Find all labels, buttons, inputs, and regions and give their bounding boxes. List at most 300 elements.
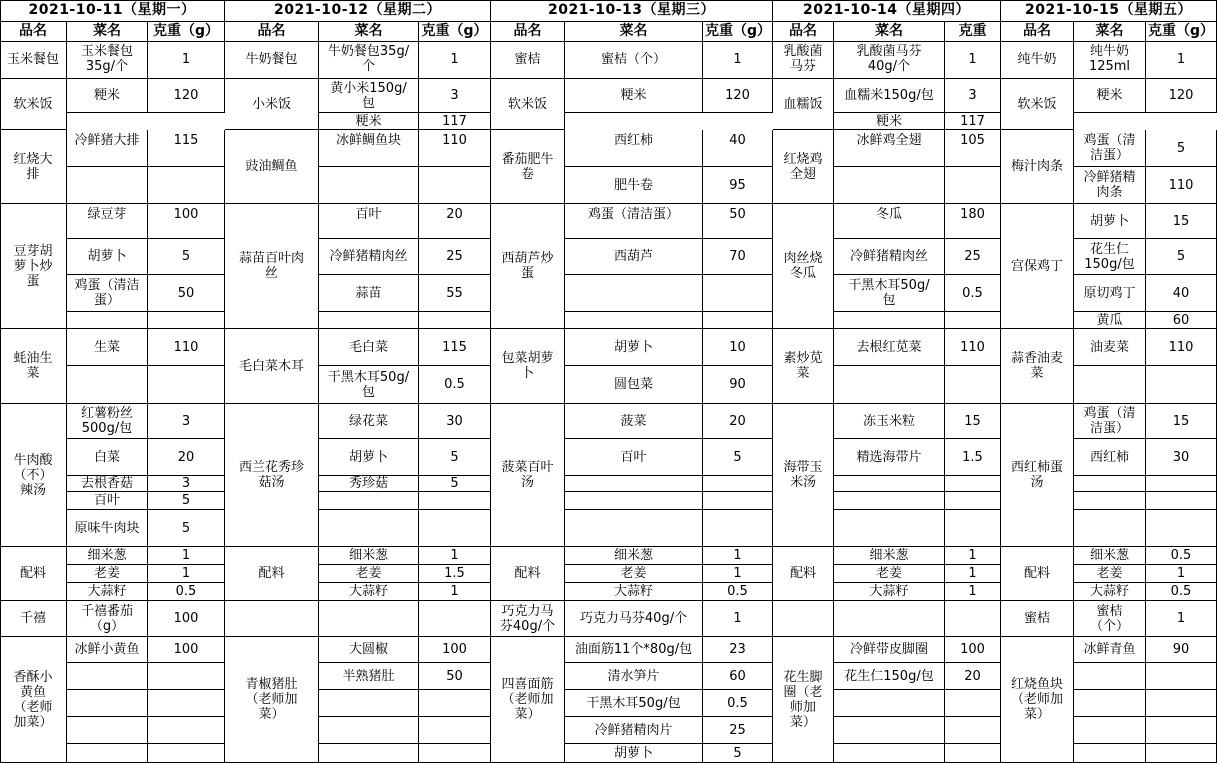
- ingredient-weight: [703, 510, 773, 547]
- ingredient-weight: 1: [419, 40, 491, 79]
- ingredient-weight: 5: [419, 476, 491, 492]
- dish-name: 花生脚 圈（老 师加 菜）: [773, 637, 834, 763]
- column-header: 克重（g）: [1146, 22, 1217, 42]
- ingredient-name: 蜜桔（个）: [565, 40, 703, 79]
- ingredient-weight: [945, 492, 1001, 510]
- ingredient-name: [834, 717, 945, 744]
- ingredient-name: 粳米: [565, 79, 703, 113]
- ingredient-name: [565, 476, 703, 492]
- ingredient-weight: 50: [703, 204, 773, 239]
- dish-name: 红烧鱼块 （老师加 菜）: [1001, 637, 1074, 763]
- ingredient-weight: [945, 312, 1001, 329]
- ingredient-weight: 3: [419, 79, 491, 113]
- ingredient-weight: 1: [945, 547, 1001, 565]
- ingredient-weight: 5: [703, 744, 773, 763]
- ingredient-weight: [703, 275, 773, 312]
- ingredient-weight: [945, 601, 1001, 637]
- ingredient-name: 冷鲜带皮脚圈: [834, 637, 945, 663]
- ingredient-weight: 110: [419, 130, 491, 167]
- column-header: 克重: [945, 22, 1001, 42]
- ingredient-weight: 30: [419, 404, 491, 439]
- ingredient-weight: [1146, 476, 1217, 492]
- day-date-header: 2021-10-12（星期二）: [225, 0, 491, 22]
- ingredient-name: 去根红苋菜: [834, 329, 945, 366]
- ingredient-name: 玉米餐包 35g/个: [67, 40, 148, 79]
- ingredient-weight: 15: [945, 404, 1001, 439]
- ingredient-weight: 1: [703, 601, 773, 637]
- ingredient-name: 清水笋片: [565, 663, 703, 690]
- ingredient-weight: [945, 476, 1001, 492]
- ingredient-weight: [148, 717, 225, 744]
- ingredient-weight: 25: [945, 239, 1001, 275]
- ingredient-weight: 5: [148, 239, 225, 275]
- ingredient-name: [1074, 492, 1146, 510]
- ingredient-name: [67, 690, 148, 717]
- dish-name: 配料: [1001, 547, 1074, 601]
- ingredient-weight: 115: [148, 130, 225, 167]
- ingredient-weight: 1: [703, 547, 773, 565]
- ingredient-weight: 1.5: [419, 565, 491, 583]
- ingredient-name: [319, 601, 419, 637]
- ingredient-name: 胡萝卜: [1074, 204, 1146, 239]
- ingredient-weight: 20: [419, 204, 491, 239]
- ingredient-name: 鸡蛋（清 洁蛋）: [1074, 130, 1146, 167]
- ingredient-name: 冷鲜猪精肉丝: [319, 239, 419, 275]
- ingredient-weight: 20: [703, 404, 773, 439]
- ingredient-name: 大蒜籽: [834, 583, 945, 601]
- dish-name: 宫保鸡丁: [1001, 204, 1074, 329]
- dish-name: 西红柿蛋 汤: [1001, 404, 1074, 547]
- ingredient-weight: 0.5: [1146, 547, 1217, 565]
- ingredient-name: [319, 717, 419, 744]
- ingredient-weight: 1.5: [945, 439, 1001, 476]
- ingredient-name: 鸡蛋（清洁 蛋）: [67, 275, 148, 312]
- ingredient-weight: 3: [945, 79, 1001, 113]
- dish-name: 蒜苗百叶肉 丝: [225, 204, 319, 329]
- ingredient-name: 鸡蛋（清 洁蛋）: [1074, 404, 1146, 439]
- ingredient-name: 肥牛卷: [565, 167, 703, 204]
- column-header: 克重（g）: [419, 22, 491, 42]
- ingredient-name: 秀珍菇: [319, 476, 419, 492]
- ingredient-weight: 1: [148, 565, 225, 583]
- ingredient-weight: 1: [419, 583, 491, 601]
- ingredient-name: [319, 744, 419, 763]
- ingredient-weight: [945, 366, 1001, 404]
- column-header: 克重（g）: [148, 22, 225, 42]
- ingredient-name: [319, 492, 419, 510]
- ingredient-weight: 120: [1146, 79, 1217, 113]
- ingredient-name: 细米葱: [67, 547, 148, 565]
- ingredient-weight: 50: [419, 663, 491, 690]
- ingredient-name: [565, 492, 703, 510]
- ingredient-name: [1074, 476, 1146, 492]
- ingredient-weight: 100: [945, 637, 1001, 663]
- ingredient-name: 原味牛肉块: [67, 510, 148, 547]
- ingredient-name: 纯牛奶 125ml: [1074, 40, 1146, 79]
- dish-name: 千禧: [0, 601, 67, 637]
- ingredient-weight: 117: [419, 113, 491, 130]
- ingredient-name: [67, 312, 148, 329]
- ingredient-weight: 23: [703, 637, 773, 663]
- ingredient-weight: 1: [419, 547, 491, 565]
- column-header: 品名: [225, 22, 319, 42]
- ingredient-weight: [148, 663, 225, 690]
- ingredient-weight: 60: [703, 663, 773, 690]
- dish-name: 西葫芦炒 蛋: [491, 204, 565, 329]
- day-date-header: 2021-10-11（星期一）: [0, 0, 225, 22]
- ingredient-name: 油面筋11个*80g/包: [565, 637, 703, 663]
- ingredient-name: 菠菜: [565, 404, 703, 439]
- ingredient-name: 西葫芦: [565, 239, 703, 275]
- ingredient-weight: 100: [419, 637, 491, 663]
- ingredient-name: 半熟猪肚: [319, 663, 419, 690]
- ingredient-name: [1074, 510, 1146, 547]
- ingredient-weight: 0.5: [148, 583, 225, 601]
- ingredient-name: 冰鲜小黄鱼: [67, 637, 148, 663]
- ingredient-name: 乳酸菌马芬 40g/个: [834, 40, 945, 79]
- ingredient-weight: [419, 510, 491, 547]
- ingredient-weight: 180: [945, 204, 1001, 239]
- dish-name: 四喜面筋 （老师加 菜）: [491, 637, 565, 763]
- dish-name: 血糯饭: [773, 79, 834, 130]
- ingredient-name: 冬瓜: [834, 204, 945, 239]
- ingredient-weight: 110: [1146, 167, 1217, 204]
- ingredient-weight: 20: [945, 663, 1001, 690]
- ingredient-name: 老姜: [319, 565, 419, 583]
- ingredient-name: 粳米: [834, 113, 945, 130]
- ingredient-name: 百叶: [565, 439, 703, 476]
- ingredient-weight: 15: [1146, 204, 1217, 239]
- dish-name: 巧克力马 芬40g/个: [491, 601, 565, 637]
- ingredient-weight: [945, 510, 1001, 547]
- ingredient-weight: 5: [148, 510, 225, 547]
- ingredient-name: 冰鲜鸡全翅: [834, 130, 945, 167]
- ingredient-name: 胡萝卜: [67, 239, 148, 275]
- ingredient-name: [67, 366, 148, 404]
- dish-name: 菠菜百叶 汤: [491, 404, 565, 547]
- ingredient-weight: 15: [1146, 404, 1217, 439]
- column-header: 菜名: [67, 22, 148, 42]
- ingredient-weight: 20: [148, 439, 225, 476]
- dish-name: 配料: [773, 547, 834, 601]
- ingredient-weight: [703, 492, 773, 510]
- ingredient-weight: 1: [703, 565, 773, 583]
- dish-name: 红烧大 排: [0, 130, 67, 204]
- ingredient-name: [834, 366, 945, 404]
- dish-name: 香酥小 黄鱼 （老师 加菜）: [0, 637, 67, 763]
- ingredient-weight: 25: [703, 717, 773, 744]
- ingredient-weight: 0.5: [703, 690, 773, 717]
- ingredient-weight: 3: [148, 404, 225, 439]
- ingredient-name: 花生仁 150g/包: [1074, 239, 1146, 275]
- ingredient-weight: 115: [419, 329, 491, 366]
- ingredient-name: 胡萝卜: [319, 439, 419, 476]
- ingredient-name: 干黑木耳50g/ 包: [319, 366, 419, 404]
- dish-name: 蒜香油麦 菜: [1001, 329, 1074, 404]
- ingredient-name: 粳米: [319, 113, 419, 130]
- ingredient-name: 冰鲜青鱼: [1074, 637, 1146, 663]
- ingredient-weight: 110: [945, 329, 1001, 366]
- day-date-header: 2021-10-13（星期三）: [491, 0, 773, 22]
- ingredient-name: 冻玉米粒: [834, 404, 945, 439]
- ingredient-weight: [945, 744, 1001, 763]
- dish-name: 软米饭: [491, 79, 565, 130]
- ingredient-name: 花生仁150g/包: [834, 663, 945, 690]
- dish-name: 配料: [0, 547, 67, 601]
- dish-name: 配料: [491, 547, 565, 601]
- ingredient-name: 蜜桔 （个）: [1074, 601, 1146, 637]
- ingredient-name: [1074, 717, 1146, 744]
- ingredient-weight: 30: [1146, 439, 1217, 476]
- ingredient-name: 老姜: [67, 565, 148, 583]
- ingredient-name: 干黑木耳50g/包: [565, 690, 703, 717]
- ingredient-weight: 100: [148, 204, 225, 239]
- column-header: 菜名: [834, 22, 945, 42]
- ingredient-name: 细米葱: [1074, 547, 1146, 565]
- ingredient-weight: [703, 312, 773, 329]
- ingredient-weight: 0.5: [1146, 583, 1217, 601]
- ingredient-weight: 1: [1146, 565, 1217, 583]
- dish-name: 豉油鲷鱼: [225, 130, 319, 204]
- ingredient-name: [565, 510, 703, 547]
- ingredient-weight: 0.5: [945, 275, 1001, 312]
- ingredient-weight: [419, 312, 491, 329]
- dish-name: [225, 601, 319, 637]
- ingredient-weight: 5: [1146, 130, 1217, 167]
- ingredient-name: 老姜: [834, 565, 945, 583]
- ingredient-name: 去根香菇: [67, 476, 148, 492]
- ingredient-name: [1074, 690, 1146, 717]
- ingredient-weight: 5: [1146, 239, 1217, 275]
- ingredient-weight: 55: [419, 275, 491, 312]
- ingredient-weight: 40: [703, 130, 773, 167]
- ingredient-name: 鸡蛋（清洁蛋）: [565, 204, 703, 239]
- ingredient-name: [834, 510, 945, 547]
- ingredient-weight: 1: [1146, 601, 1217, 637]
- dish-name: 西兰花秀珍 菇汤: [225, 404, 319, 547]
- ingredient-name: 牛奶餐包35g/ 个: [319, 40, 419, 79]
- ingredient-weight: 70: [703, 239, 773, 275]
- ingredient-name: 黄瓜: [1074, 312, 1146, 329]
- ingredient-weight: 120: [148, 79, 225, 113]
- dish-name: 海带玉 米汤: [773, 404, 834, 547]
- ingredient-weight: [419, 492, 491, 510]
- ingredient-weight: 1: [703, 40, 773, 79]
- ingredient-name: 绿豆芽: [67, 204, 148, 239]
- ingredient-name: 大蒜籽: [565, 583, 703, 601]
- ingredient-weight: [419, 690, 491, 717]
- ingredient-name: 冷鲜猪精肉丝: [834, 239, 945, 275]
- dish-name: [773, 601, 834, 637]
- dish-name: 蚝油生 菜: [0, 329, 67, 404]
- ingredient-name: [67, 167, 148, 204]
- ingredient-name: 粳米: [1074, 79, 1146, 113]
- column-header: 菜名: [319, 22, 419, 42]
- ingredient-name: 原切鸡丁: [1074, 275, 1146, 312]
- ingredient-name: [1074, 744, 1146, 763]
- ingredient-weight: 1: [1146, 40, 1217, 79]
- day-date-header: 2021-10-15（星期五）: [1001, 0, 1217, 22]
- ingredient-name: 油麦菜: [1074, 329, 1146, 366]
- ingredient-weight: 90: [703, 366, 773, 404]
- ingredient-name: 胡萝卜: [565, 744, 703, 763]
- ingredient-weight: [945, 717, 1001, 744]
- dish-name: 青椒猪肚 （老师加 菜）: [225, 637, 319, 763]
- ingredient-name: 千禧番茄 （g）: [67, 601, 148, 637]
- column-header: 菜名: [565, 22, 703, 42]
- dish-name: 梅汁肉条: [1001, 130, 1074, 204]
- ingredient-weight: 5: [419, 439, 491, 476]
- ingredient-weight: [1146, 366, 1217, 404]
- ingredient-weight: 40: [1146, 275, 1217, 312]
- column-header: 品名: [491, 22, 565, 42]
- ingredient-name: 西红柿: [565, 130, 703, 167]
- ingredient-weight: [419, 601, 491, 637]
- ingredient-weight: 100: [148, 601, 225, 637]
- ingredient-weight: [419, 744, 491, 763]
- ingredient-name: [834, 690, 945, 717]
- ingredient-name: 冷鲜猪大排: [67, 130, 148, 167]
- ingredient-name: [1074, 663, 1146, 690]
- ingredient-name: 大蒜籽: [67, 583, 148, 601]
- ingredient-weight: [148, 690, 225, 717]
- ingredient-name: 毛白菜: [319, 329, 419, 366]
- dish-name: 包菜胡萝 卜: [491, 329, 565, 404]
- column-header: 菜名: [1074, 22, 1146, 42]
- ingredient-weight: [945, 167, 1001, 204]
- ingredient-weight: 5: [148, 492, 225, 510]
- dish-name: 玉米餐包: [0, 40, 67, 79]
- dish-name: 素炒苋 菜: [773, 329, 834, 404]
- ingredient-weight: 95: [703, 167, 773, 204]
- ingredient-name: 胡萝卜: [565, 329, 703, 366]
- dish-name: 纯牛奶: [1001, 40, 1074, 79]
- ingredient-weight: 1: [148, 547, 225, 565]
- ingredient-name: [834, 744, 945, 763]
- ingredient-weight: 1: [945, 565, 1001, 583]
- ingredient-name: [565, 275, 703, 312]
- ingredient-name: 黄小米150g/ 包: [319, 79, 419, 113]
- column-header: 品名: [0, 22, 67, 42]
- ingredient-name: 生菜: [67, 329, 148, 366]
- ingredient-name: 冷鲜猪精肉片: [565, 717, 703, 744]
- ingredient-weight: 10: [703, 329, 773, 366]
- ingredient-weight: [1146, 690, 1217, 717]
- ingredient-name: 冷鲜猪精 肉条: [1074, 167, 1146, 204]
- ingredient-weight: [148, 744, 225, 763]
- ingredient-weight: [1146, 663, 1217, 690]
- ingredient-name: 白菜: [67, 439, 148, 476]
- ingredient-weight: 117: [945, 113, 1001, 130]
- ingredient-weight: [1146, 744, 1217, 763]
- ingredient-weight: 0.5: [419, 366, 491, 404]
- ingredient-name: 冰鲜鲷鱼块: [319, 130, 419, 167]
- ingredient-weight: [945, 690, 1001, 717]
- dish-name: 软米饭: [0, 79, 67, 130]
- ingredient-weight: 0.5: [703, 583, 773, 601]
- ingredient-name: 大蒜籽: [1074, 583, 1146, 601]
- dish-name: 小米饭: [225, 79, 319, 130]
- ingredient-weight: 110: [1146, 329, 1217, 366]
- ingredient-name: [834, 476, 945, 492]
- ingredient-name: 细米葱: [319, 547, 419, 565]
- dish-name: 牛肉酸 （不） 辣汤: [0, 404, 67, 547]
- ingredient-name: [834, 601, 945, 637]
- dish-name: 软米饭: [1001, 79, 1074, 130]
- ingredient-weight: 90: [1146, 637, 1217, 663]
- ingredient-name: [834, 492, 945, 510]
- ingredient-name: 粳米: [67, 79, 148, 113]
- day-date-header: 2021-10-14（星期四）: [773, 0, 1001, 22]
- ingredient-weight: [1146, 717, 1217, 744]
- ingredient-name: 百叶: [319, 204, 419, 239]
- ingredient-weight: 1: [945, 40, 1001, 79]
- ingredient-weight: 110: [148, 329, 225, 366]
- ingredient-name: [1074, 366, 1146, 404]
- ingredient-weight: 1: [945, 583, 1001, 601]
- dish-name: 牛奶餐包: [225, 40, 319, 79]
- ingredient-name: 老姜: [565, 565, 703, 583]
- ingredient-weight: 105: [945, 130, 1001, 167]
- ingredient-name: 干黑木耳50g/ 包: [834, 275, 945, 312]
- column-header: 克重（g）: [703, 22, 773, 42]
- ingredient-weight: [148, 312, 225, 329]
- ingredient-weight: [1146, 510, 1217, 547]
- column-header: 品名: [1001, 22, 1074, 42]
- ingredient-weight: [703, 476, 773, 492]
- column-header: 品名: [773, 22, 834, 42]
- ingredient-name: 细米葱: [565, 547, 703, 565]
- ingredient-weight: 25: [419, 239, 491, 275]
- ingredient-name: 西红柿: [1074, 439, 1146, 476]
- ingredient-weight: [419, 717, 491, 744]
- ingredient-name: 巧克力马芬40g/个: [565, 601, 703, 637]
- ingredient-name: [565, 312, 703, 329]
- ingredient-name: [834, 312, 945, 329]
- ingredient-name: [319, 690, 419, 717]
- ingredient-name: [319, 312, 419, 329]
- dish-name: 乳酸菌 马芬: [773, 40, 834, 79]
- ingredient-name: [67, 744, 148, 763]
- ingredient-name: [319, 167, 419, 204]
- ingredient-name: 圆包菜: [565, 366, 703, 404]
- dish-name: 肉丝烧 冬瓜: [773, 204, 834, 329]
- ingredient-name: 血糯米150g/包: [834, 79, 945, 113]
- ingredient-name: [67, 663, 148, 690]
- ingredient-name: [67, 717, 148, 744]
- dish-name: 毛白菜木耳: [225, 329, 319, 404]
- ingredient-name: 百叶: [67, 492, 148, 510]
- ingredient-name: 细米葱: [834, 547, 945, 565]
- ingredient-name: [834, 167, 945, 204]
- dish-name: 红烧鸡 全翅: [773, 130, 834, 204]
- dish-name: 配料: [225, 547, 319, 601]
- ingredient-weight: [148, 167, 225, 204]
- ingredient-weight: [1146, 492, 1217, 510]
- ingredient-weight: 1: [148, 40, 225, 79]
- ingredient-name: 大圆椒: [319, 637, 419, 663]
- ingredient-weight: [419, 167, 491, 204]
- ingredient-name: [319, 510, 419, 547]
- ingredient-weight: 60: [1146, 312, 1217, 329]
- ingredient-weight: [148, 366, 225, 404]
- ingredient-name: 大蒜籽: [319, 583, 419, 601]
- ingredient-weight: 5: [703, 439, 773, 476]
- dish-name: 蜜桔: [491, 40, 565, 79]
- ingredient-weight: 50: [148, 275, 225, 312]
- dish-name: 蜜桔: [1001, 601, 1074, 637]
- ingredient-name: 老姜: [1074, 565, 1146, 583]
